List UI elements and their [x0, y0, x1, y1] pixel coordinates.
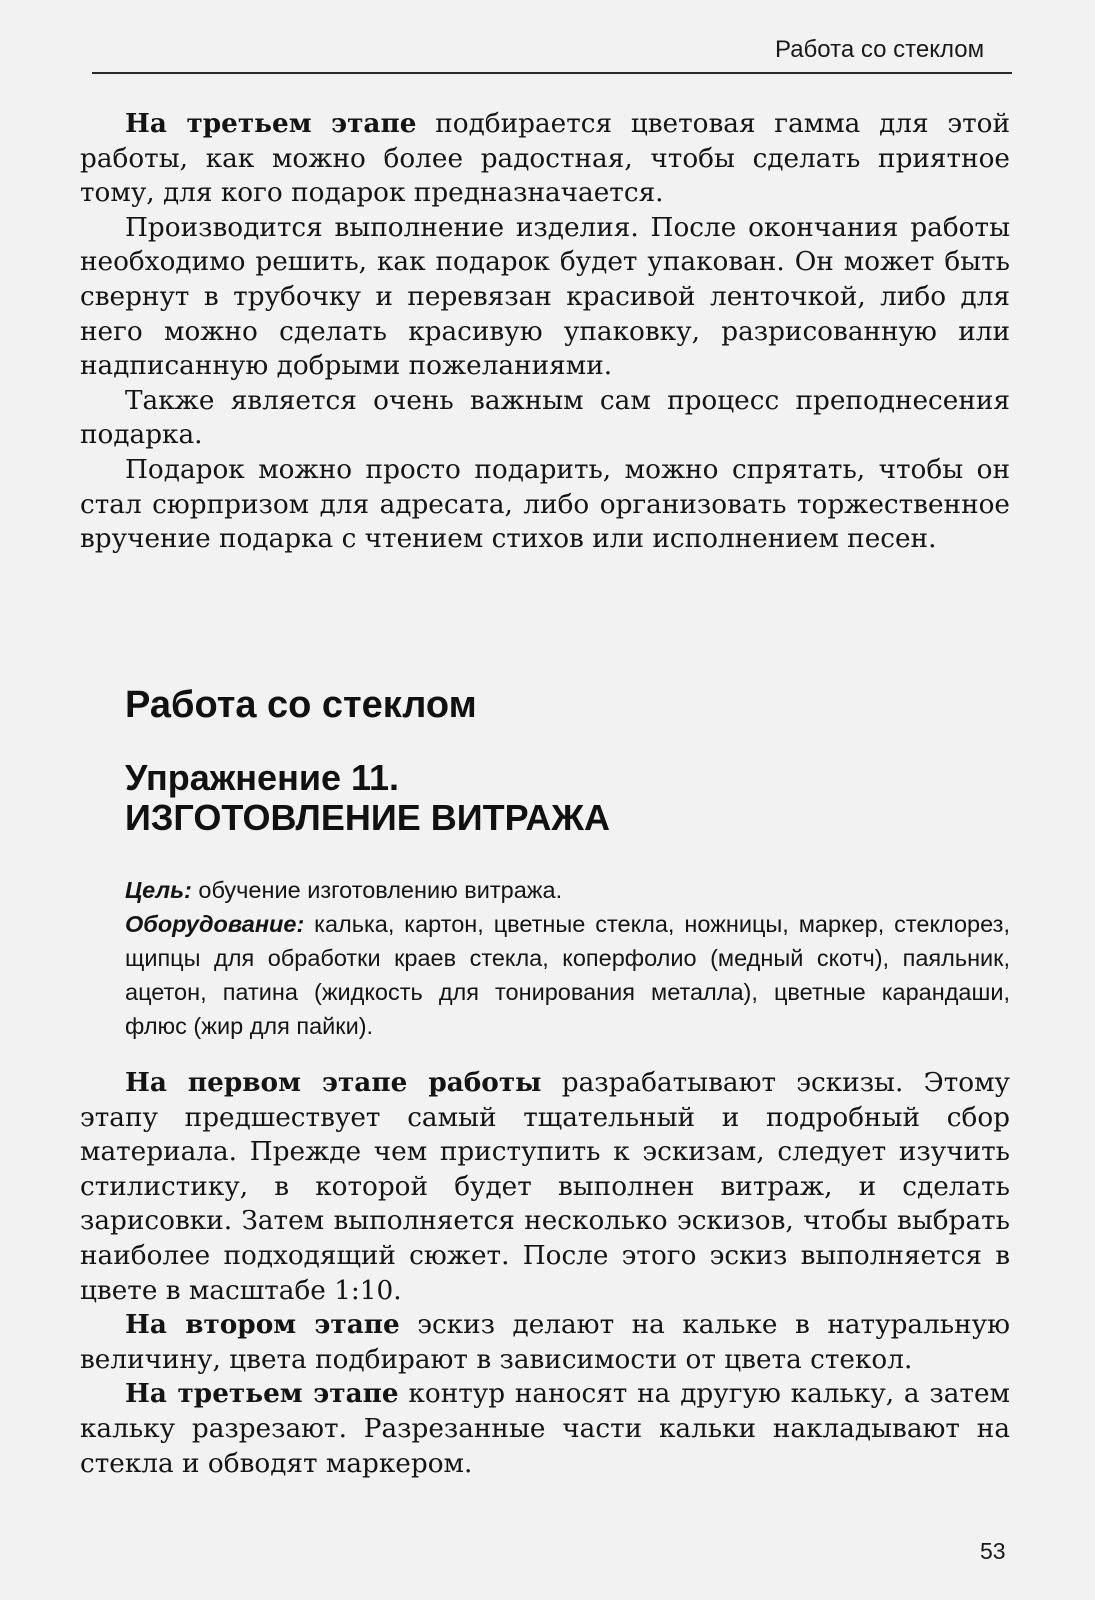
goal-label: Цель: — [125, 877, 192, 903]
exercise-number: Упражнение 11. — [125, 757, 400, 798]
equipment-text: калька, картон, цветные стекла, ножницы, маркер, стеклорез, щипцы для обработки краев стекла, коперфолио (медный скотч), паяльник, ацетон, патина (жидкость для тонирования металла), цветные карандаши, флюс (жир для пайки). — [125, 911, 1010, 1039]
paragraph — [80, 453, 1010, 557]
paragraph-text: эскиз делают на кальке в натуральную величину, цвета подбирают в зависимости от цвета стекол. — [80, 1310, 1010, 1375]
paragraph — [80, 1377, 1010, 1481]
equipment-line — [125, 907, 1010, 1043]
paragraph — [80, 1308, 1010, 1377]
paragraph — [80, 384, 1010, 453]
intro-text — [80, 107, 1010, 557]
paragraph-lead: На первом этапе работы — [125, 1067, 542, 1098]
paragraph-text: Также является очень важным сам процесс преподнесения подарка. — [80, 385, 1010, 451]
paragraph-lead: На третьем этапе — [125, 108, 417, 139]
paragraph-lead: На третьем этапе — [125, 1378, 399, 1410]
exercise-name: ИЗГОТОВЛЕНИЕ ВИТРАЖА — [125, 797, 610, 838]
paragraph-lead: На втором этапе — [125, 1309, 400, 1341]
page-number: 53 — [980, 1538, 1006, 1564]
paragraph — [80, 107, 1010, 211]
exercise-meta — [125, 873, 1010, 1043]
goal-line — [125, 873, 1010, 907]
paragraph-text: подбирается цветовая гамма для этой работы, как можно более радостная, чтобы сделать приятное тому, для кого подарок предназначается. — [80, 109, 1010, 209]
equipment-label: Оборудование: — [125, 911, 305, 937]
paragraph-text: разрабатывают эскизы. Этому этапу предшествует самый тщательный и подробный сбор материала. Прежде чем приступить к эскизам, следует изучить стилистику, в которой будет выполнен витраж, и сделать зарисовки. Затем выполняется несколько эскизов, чтобы выбрать наиболее подходящий сюжет. После этого эскиз выполняется в цвете в масштабе 1:10. — [80, 1068, 1010, 1306]
header-rule — [92, 72, 1012, 74]
exercise-title — [125, 758, 610, 838]
running-header: Работа со стеклом — [775, 36, 985, 63]
paragraph-text: контур наносят на другую кальку, а затем кальку разрезают. Разрезанные части кальки накладывают на стекла и обводят маркером. — [80, 1379, 1010, 1479]
paragraph-text: Производится выполнение изделия. После окончания работы необходимо решить, как подарок будет упакован. Он может быть свернут в трубочку и перевязан красивой ленточкой, либо для него можно сделать красивую упаковку, разрисованную или надписанную добрыми пожеланиями. — [80, 212, 1010, 382]
body-text — [80, 1066, 1010, 1481]
section-title: Работа со стеклом — [125, 684, 477, 726]
goal-text: обучение изготовлению витража. — [191, 877, 563, 903]
paragraph — [80, 211, 1010, 384]
paragraph-text: Подарок можно просто подарить, можно спрятать, чтобы он стал сюрпризом для адресата, либо организовать торжественное вручение подарка с чтением стихов или исполнением песен. — [80, 454, 1010, 555]
paragraph — [80, 1066, 1010, 1308]
